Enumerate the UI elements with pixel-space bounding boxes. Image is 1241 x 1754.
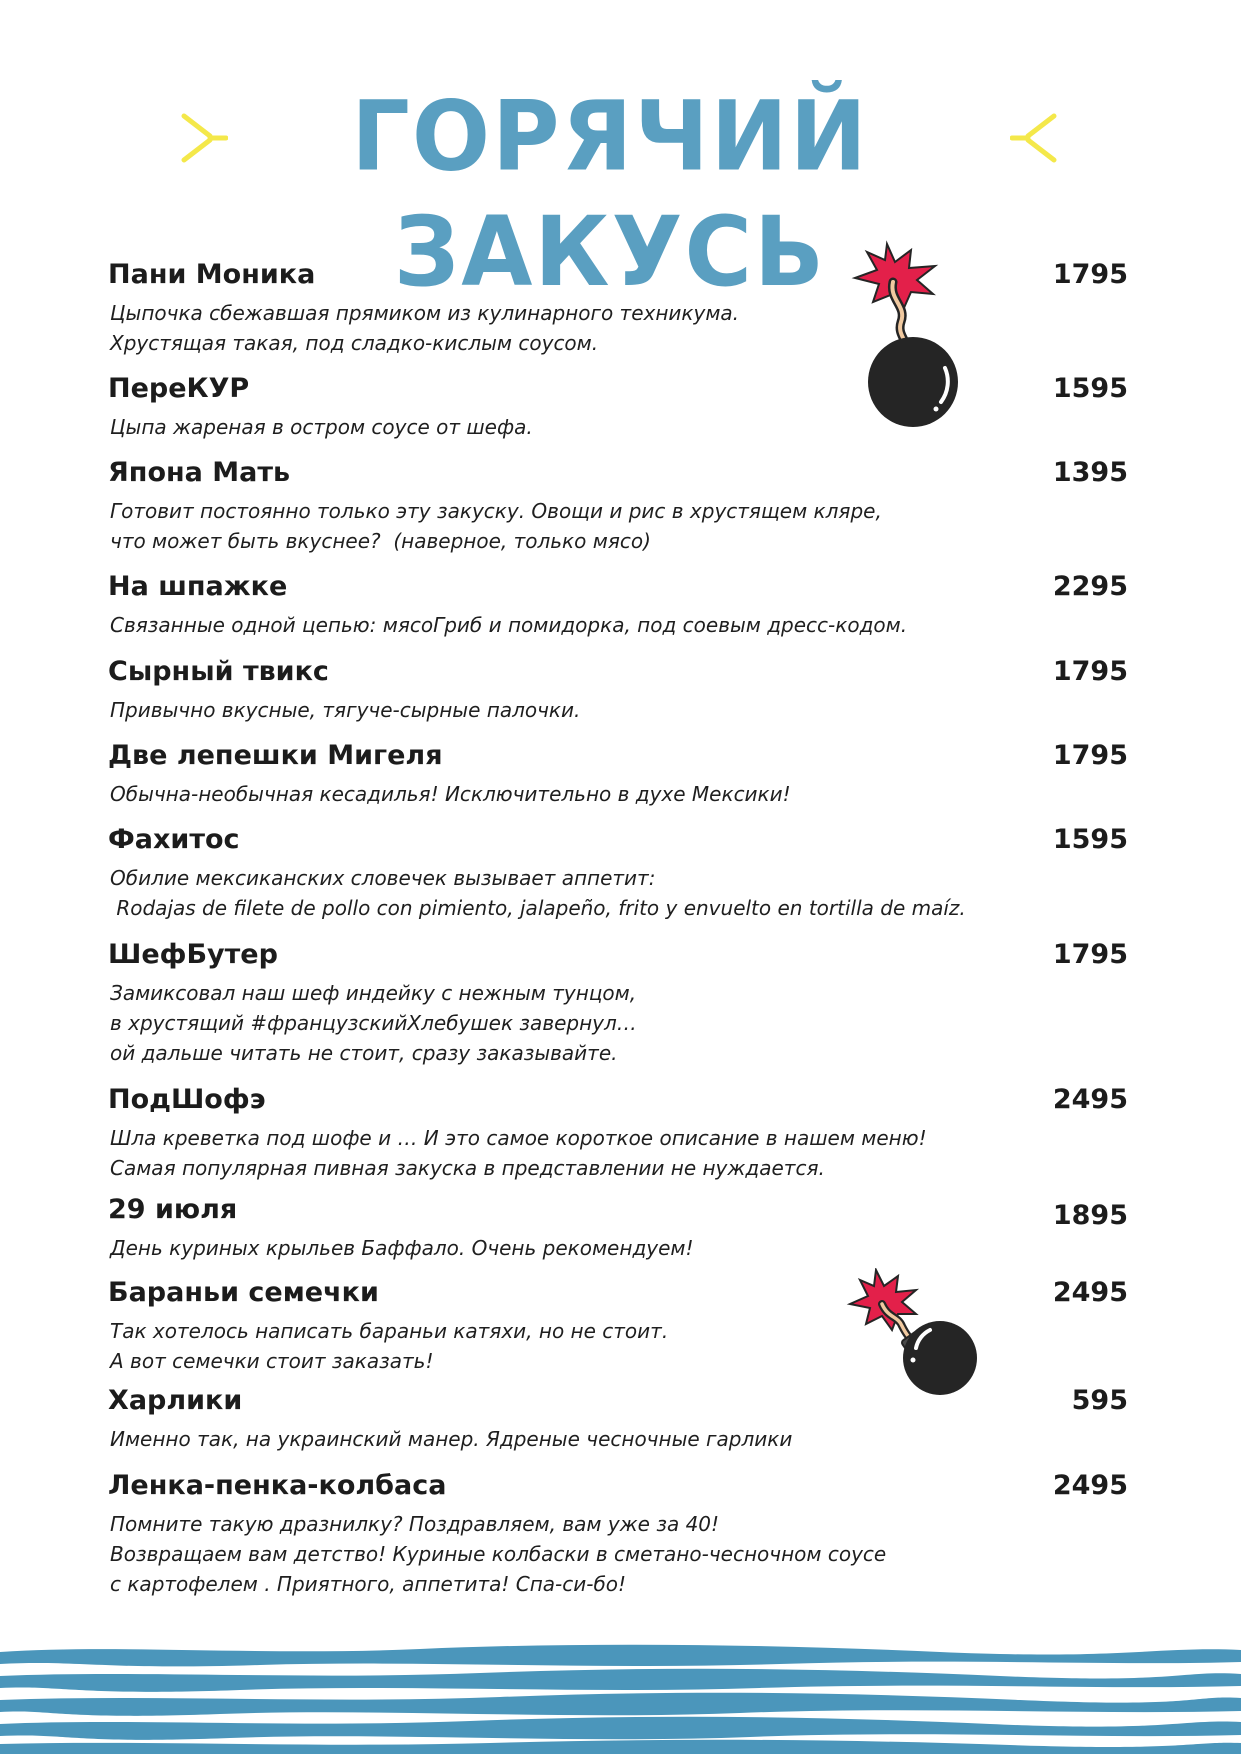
item-name: Харлики bbox=[108, 1385, 243, 1416]
item-description: Связанные одной цепью: мясоГриб и помидорка, под соевым дресс-кодом. bbox=[110, 613, 908, 637]
wave-stripes-decoration bbox=[0, 1640, 1241, 1754]
item-price: 1795 bbox=[1052, 259, 1128, 290]
item-name: Бараньи семечки bbox=[108, 1277, 379, 1308]
item-name: Япона Мать bbox=[108, 457, 291, 488]
item-price: 1595 bbox=[1052, 373, 1128, 404]
item-description: Обычна-необычная кесадилья! Исключительно в духе Мексики! bbox=[110, 782, 791, 806]
item-name: 29 июля bbox=[108, 1194, 238, 1225]
item-name: Сырный твикс bbox=[108, 656, 329, 687]
item-price: 595 bbox=[1071, 1385, 1128, 1416]
item-description: Готовит постоянно только эту закуску. Овощи и рис в хрустящем кляре, что может быть вкуснее? (наверное, только мясо) bbox=[110, 499, 882, 553]
item-name: ПереКУР bbox=[108, 373, 250, 404]
item-price: 1395 bbox=[1052, 457, 1128, 488]
item-name: Две лепешки Мигеля bbox=[108, 740, 443, 771]
item-description: Шла креветка под шофе и … И это самое короткое описание в нашем меню! Самая популярная пивная закуска в представлении не нуждается. bbox=[110, 1126, 927, 1180]
item-name: ШефБутер bbox=[108, 939, 278, 970]
item-price: 2495 bbox=[1052, 1084, 1128, 1115]
item-name: ПодШофэ bbox=[108, 1084, 266, 1115]
item-price: 2495 bbox=[1052, 1470, 1128, 1501]
item-name: Фахитос bbox=[108, 824, 240, 855]
bomb-icon bbox=[845, 240, 965, 435]
item-description: Привычно вкусные, тягуче-сырные палочки. bbox=[110, 698, 581, 722]
item-description: Так хотелось написать бараньи катяхи, но не стоит. А вот семечки стоит заказать! bbox=[110, 1319, 669, 1373]
item-description: Цыпа жареная в остром соусе от шефа. bbox=[110, 415, 533, 439]
item-name: На шпажке bbox=[108, 571, 288, 602]
item-name: Пани Моника bbox=[108, 259, 316, 290]
item-description: Именно так, на украинский манер. Ядреные чесночные гарлики bbox=[110, 1427, 793, 1451]
sparkle-right-icon bbox=[1010, 112, 1058, 164]
sparkle-left-icon bbox=[180, 112, 228, 164]
item-description: Цыпочка сбежавшая прямиком из кулинарного техникума. Хрустящая такая, под сладко-кислым соусом. bbox=[110, 301, 740, 355]
item-description: Замиксовал наш шеф индейку с нежным тунцом, в хрустящий #французскийХлебушек завернул… ой дальше читать не стоит, сразу заказывайте. bbox=[110, 981, 637, 1065]
item-description: День куриных крыльев Баффало. Очень рекомендуем! bbox=[110, 1236, 694, 1260]
item-price: 1595 bbox=[1052, 824, 1128, 855]
item-price: 1795 bbox=[1052, 740, 1128, 771]
item-price: 2295 bbox=[1052, 571, 1128, 602]
item-name: Ленка-пенка-колбаса bbox=[108, 1470, 447, 1501]
item-price: 1795 bbox=[1052, 939, 1128, 970]
item-description: Обилие мексиканских словечек вызывает аппетит: Rodajas de filete de pollo con pimiento, jalapeño, frito y envuelto en tortilla de maíz. bbox=[110, 866, 966, 920]
bomb-icon bbox=[840, 1268, 980, 1398]
page-title: ГОРЯЧИЙ ЗАКУСЬ bbox=[351, 80, 869, 309]
item-price: 1795 bbox=[1052, 656, 1128, 687]
item-description: Помните такую дразнилку? Поздравляем, вам уже за 40! Возвращаем вам детство! Куриные колбаски в сметано-чесночном соусе с картофелем . Приятного, аппетита! Спа-си-бо! bbox=[110, 1512, 887, 1596]
item-price: 1895 bbox=[1052, 1200, 1128, 1231]
item-price: 2495 bbox=[1052, 1277, 1128, 1308]
